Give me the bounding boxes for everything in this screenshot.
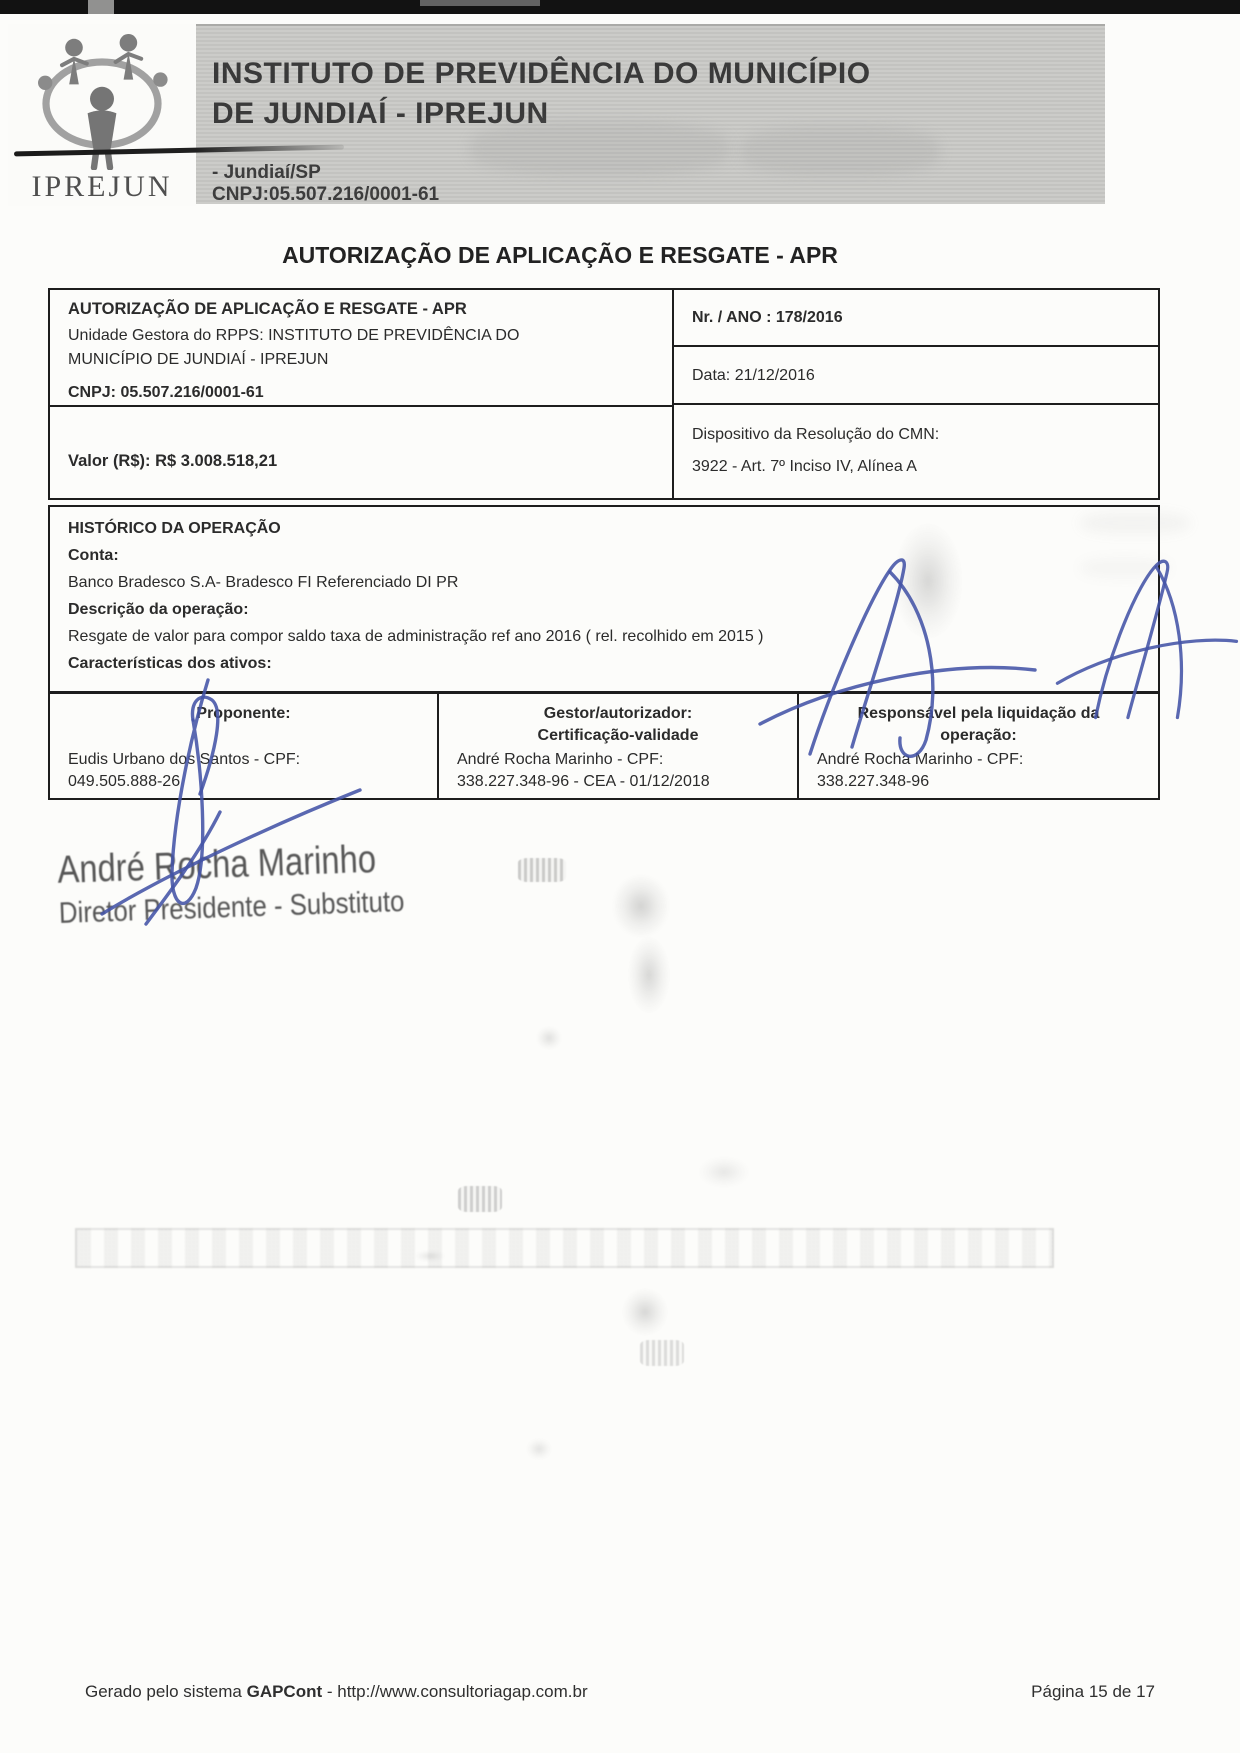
gestor-header [439, 703, 797, 749]
responsavel-header-line1: Responsável pela liquidação da [857, 705, 1100, 722]
scan-smudge [640, 1340, 684, 1366]
scan-edge-gap [88, 0, 114, 14]
conta-value: Banco Bradesco S.A- Bradesco FI Referenciado DI PR [68, 574, 459, 591]
dispositivo-value: 3922 - Art. 7º Inciso IV, Alínea A [692, 458, 917, 475]
bleed-through-table-row [75, 1228, 1054, 1268]
responsavel-cpf: 338.227.348-96 [817, 773, 930, 790]
scan-smudge [698, 1156, 750, 1188]
descricao-label: Descrição da operação: [68, 601, 249, 618]
dispositivo-label: Dispositivo da Resolução do CMN: [692, 426, 940, 443]
apr-info-table [48, 288, 1160, 500]
scan-smudge [458, 1186, 502, 1212]
responsavel-column [799, 694, 1158, 798]
gestor-header-line2: Certificação-validade [537, 727, 699, 744]
proponente-header: Proponente: [196, 705, 291, 722]
scan-smudge [536, 1026, 562, 1050]
proponente-name-line1: Eudis Urbano dos Santos - CPF: [68, 751, 301, 768]
responsavel-header [799, 703, 1158, 749]
document-heading: AUTORIZAÇÃO DE APLICAÇÃO E RESGATE - APR [282, 242, 838, 268]
conta-label: Conta: [68, 547, 119, 564]
footer-page-number: Página 15 de 17 [1031, 1682, 1155, 1701]
dispositivo-cell [674, 405, 1158, 498]
scan-smudge [526, 1438, 552, 1460]
scan-smudge [612, 874, 670, 938]
bleed-through-smear [740, 126, 940, 176]
gestor-cpf: 338.227.348-96 - CEA - 01/12/2018 [457, 773, 710, 790]
data-cell: Data: 21/12/2016 [674, 347, 1158, 405]
gestor-name-line1: André Rocha Marinho - CPF: [457, 751, 664, 768]
responsavel-name [799, 749, 1158, 793]
bleed-through-smear [1080, 512, 1190, 534]
unidade-gestora-line2: MUNICÍPIO DE JUNDIAÍ - IPREJUN [68, 351, 329, 368]
header-band [40, 24, 1105, 204]
scan-smudge [622, 1288, 668, 1336]
info-left-column [50, 290, 674, 498]
historico-table [48, 505, 1160, 800]
org-cnpj: CNPJ:05.507.216/0001-61 [212, 184, 440, 205]
apr-cnpj: CNPJ: 05.507.216/0001-61 [68, 384, 264, 401]
scan-smudge [628, 936, 670, 1014]
gestor-column [439, 694, 799, 798]
footer-system-name: GAPCont [246, 1682, 323, 1701]
info-right-column [674, 290, 1158, 498]
org-city: - Jundiaí/SP [212, 162, 321, 183]
footer-generated-by [85, 1682, 588, 1702]
bleed-through-smear [1080, 558, 1170, 578]
org-title-line1: INSTITUTO DE PREVIDÊNCIA DO MUNICÍPIO [212, 57, 871, 90]
iprejun-logo [8, 24, 196, 206]
proponente-cpf: 049.505.888-26 [68, 773, 181, 790]
bleed-through-smear [470, 121, 730, 176]
scan-smudge [893, 522, 963, 640]
valor-cell: Valor (R$): R$ 3.008.518,21 [68, 452, 278, 470]
proponente-column [50, 694, 439, 798]
nr-ano-cell: Nr. / ANO : 178/2016 [674, 290, 1158, 347]
descricao-value: Resgate de valor para compor saldo taxa de administração ref ano 2016 ( rel. recolhido em 2015 ) [68, 628, 764, 645]
responsavel-header-line2: operação: [940, 727, 1017, 744]
signature-row [50, 694, 1158, 798]
scan-smudge [518, 858, 566, 882]
caracteristicas-label: Características dos ativos: [68, 655, 272, 672]
scan-edge-artifact [0, 0, 1240, 14]
org-title-line2: DE JUNDIAÍ - IPREJUN [212, 97, 549, 130]
historico-title: HISTÓRICO DA OPERAÇÃO [68, 520, 281, 537]
gestor-name [439, 749, 797, 793]
responsavel-name-line1: André Rocha Marinho - CPF: [817, 751, 1024, 768]
apr-title: AUTORIZAÇÃO DE APLICAÇÃO E RESGATE - APR [68, 300, 467, 318]
scan-edge-gap [420, 0, 540, 6]
historico-section [50, 507, 1158, 694]
unidade-gestora-line1: Unidade Gestora do RPPS: INSTITUTO DE PREVIDÊNCIA DO [68, 327, 520, 344]
footer-url: - http://www.consultoriagap.com.br [322, 1682, 588, 1701]
stamp-role: Diretor Presidente - Substituto [58, 884, 405, 930]
footer-prefix: Gerado pelo sistema [85, 1682, 247, 1701]
info-identification-cell [50, 290, 672, 407]
stamp [57, 835, 461, 931]
logo-wordmark: IPREJUN [31, 170, 173, 203]
stamp-name: André Rocha Marinho [56, 837, 377, 893]
proponente-name [50, 749, 437, 793]
gestor-header-line1: Gestor/autorizador: [543, 705, 693, 722]
